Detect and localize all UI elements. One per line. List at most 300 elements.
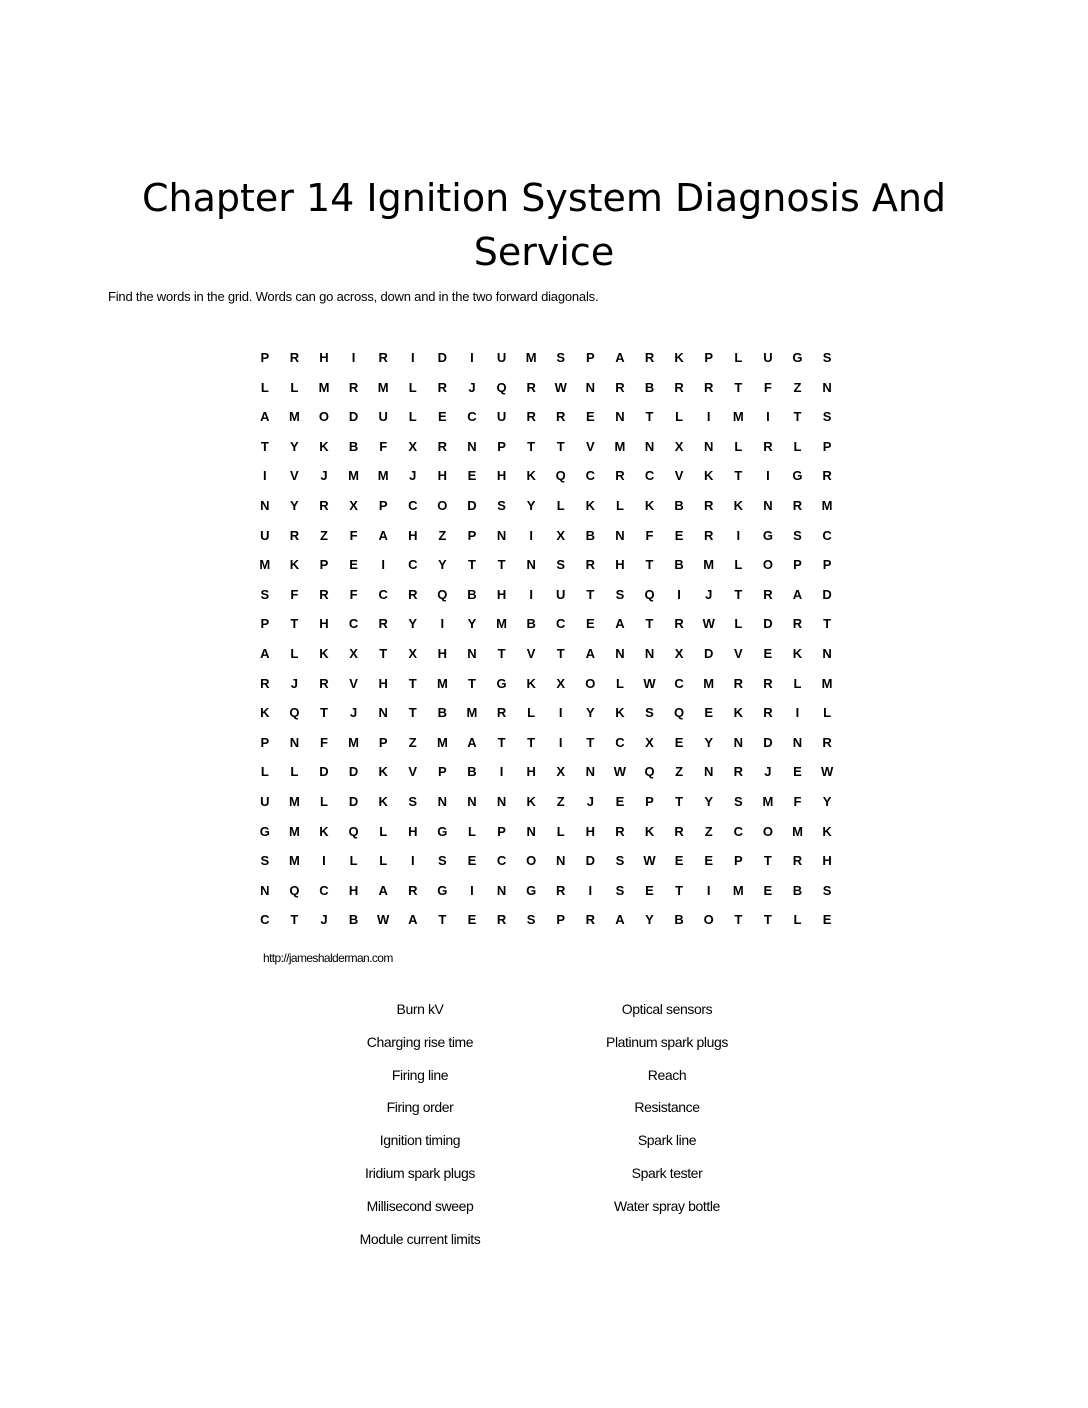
grid-letter: M	[732, 882, 744, 898]
grid-letter: S	[556, 350, 566, 365]
grid-letter: T	[586, 586, 595, 602]
grid-letter: I	[677, 586, 681, 602]
grid-letter: T	[438, 912, 447, 928]
grid-letter: M	[288, 853, 300, 869]
grid-letter: E	[763, 882, 773, 898]
grid-letter: I	[766, 409, 770, 425]
grid-letter: L	[556, 823, 565, 839]
grid-letter: K	[615, 705, 625, 721]
grid-letter: R	[260, 675, 270, 691]
grid-letter: L	[260, 764, 269, 780]
grid-letter: T	[734, 379, 743, 395]
grid-letter: T	[793, 409, 802, 425]
grid-letter: L	[290, 645, 299, 661]
grid-letter: N	[822, 645, 832, 661]
grid-letter: S	[260, 586, 270, 602]
grid-letter: H	[822, 853, 832, 869]
grid-letter: Z	[675, 764, 684, 780]
grid-letter: D	[348, 764, 359, 780]
grid-letter: Y	[704, 793, 714, 809]
grid-letter: B	[467, 764, 477, 780]
grid-letter: D	[704, 645, 714, 661]
grid-letter: F	[349, 586, 358, 602]
grid-letter: L	[290, 379, 299, 395]
grid-letter: K	[822, 823, 832, 839]
grid-letter: R	[674, 379, 684, 395]
grid-letter: R	[496, 912, 507, 928]
word-list-item: Platinum spark plugs	[606, 1033, 728, 1050]
grid-letter: A	[792, 586, 803, 602]
grid-letter: M	[703, 557, 715, 573]
grid-letter: B	[792, 882, 803, 898]
grid-letter: G	[259, 823, 270, 839]
grid-letter: Q	[644, 586, 655, 602]
grid-row	[250, 787, 842, 817]
grid-letter: D	[348, 793, 359, 809]
grid-letter: R	[496, 705, 507, 721]
grid-letter: P	[793, 557, 802, 573]
word-list-item: Iridium spark plugs	[365, 1164, 475, 1181]
grid-letter: T	[556, 645, 565, 661]
grid-letter: E	[585, 616, 595, 632]
grid-letter: R	[674, 823, 684, 839]
grid-letter: F	[349, 527, 358, 543]
grid-letter: B	[644, 379, 655, 395]
grid-letter: L	[379, 853, 388, 869]
grid-letter: L	[675, 409, 684, 425]
grid-letter: W	[613, 764, 627, 780]
grid-letter: R	[319, 497, 329, 513]
grid-letter: V	[674, 468, 684, 484]
grid-letter: S	[438, 853, 447, 869]
grid-row	[250, 846, 842, 876]
grid-letter: F	[379, 438, 388, 454]
grid-letter: R	[526, 379, 536, 395]
grid-letter: P	[260, 350, 270, 365]
grid-letter: Q	[555, 468, 566, 484]
grid-letter: U	[378, 409, 388, 425]
grid-letter: P	[378, 734, 388, 750]
grid-row	[250, 728, 842, 758]
grid-letter: I	[795, 705, 800, 721]
grid-letter: D	[763, 616, 773, 632]
grid-letter: Z	[320, 527, 328, 543]
grid-letter: R	[733, 764, 743, 780]
grid-letter: N	[704, 764, 714, 780]
grid-row	[250, 698, 842, 728]
grid-letter: O	[762, 557, 773, 573]
grid-letter: I	[410, 853, 415, 869]
grid-letter: N	[615, 409, 625, 425]
grid-letter: P	[556, 912, 566, 928]
word-list-item: Ignition timing	[379, 1132, 461, 1149]
grid-letter: T	[556, 438, 565, 454]
grid-letter: S	[615, 882, 625, 898]
grid-letter: E	[704, 705, 714, 721]
grid-letter: P	[704, 350, 714, 365]
grid-letter: V	[585, 438, 595, 454]
grid-letter: R	[408, 586, 418, 602]
grid-letter: L	[793, 912, 802, 928]
grid-letter: R	[792, 497, 803, 513]
grid-letter: X	[408, 645, 418, 661]
grid-letter: N	[467, 645, 477, 661]
grid-letter: H	[615, 557, 625, 573]
grid-letter: P	[822, 557, 832, 573]
grid-letter: S	[615, 586, 625, 602]
grid-letter: X	[408, 438, 418, 454]
grid-letter: B	[674, 557, 684, 573]
grid-letter: N	[556, 853, 566, 869]
grid-letter: Q	[289, 705, 300, 721]
grid-letter: N	[644, 438, 655, 454]
grid-letter: B	[526, 616, 536, 632]
grid-letter: A	[408, 912, 418, 928]
grid-letter: T	[763, 912, 772, 928]
grid-letter: S	[733, 793, 743, 809]
word-list-item: Firing line	[391, 1066, 449, 1083]
grid-letter: E	[674, 527, 684, 543]
grid-letter: J	[290, 675, 298, 691]
grid-letter: O	[318, 409, 330, 425]
grid-letter: B	[674, 497, 684, 513]
grid-letter: T	[379, 645, 388, 661]
grid-letter: P	[260, 734, 270, 750]
grid-letter: R	[792, 853, 803, 869]
grid-letter: A	[615, 912, 625, 928]
grid-letter: O	[762, 823, 773, 839]
grid-letter: Y	[585, 705, 595, 721]
grid-letter: Q	[644, 764, 655, 780]
grid-letter: M	[436, 734, 448, 750]
grid-letter: M	[732, 409, 744, 425]
grid-letter: A	[260, 409, 270, 425]
grid-letter: G	[526, 882, 537, 898]
grid-letter: K	[378, 793, 388, 809]
grid-letter: I	[470, 350, 474, 365]
grid-letter: R	[644, 350, 655, 365]
grid-letter: U	[260, 527, 270, 543]
word-list-item: Spark tester	[631, 1164, 703, 1181]
grid-letter: J	[349, 705, 358, 721]
grid-letter: L	[467, 823, 476, 839]
grid-letter: S	[260, 853, 270, 869]
grid-letter: K	[526, 675, 536, 691]
grid-letter: U	[496, 350, 507, 365]
grid-letter: C	[348, 616, 359, 632]
grid-letter: L	[260, 379, 269, 395]
grid-letter: S	[497, 497, 506, 513]
grid-letter: D	[585, 853, 596, 869]
grid-letter: I	[529, 527, 533, 543]
grid-letter: K	[319, 645, 329, 661]
grid-letter: L	[320, 793, 328, 809]
grid-letter: N	[585, 379, 596, 395]
grid-letter: M	[259, 557, 271, 573]
grid-letter: G	[496, 675, 507, 691]
grid-letter: R	[437, 379, 448, 395]
grid-letter: W	[643, 853, 656, 869]
grid-letter: K	[319, 438, 329, 454]
grid-letter: T	[408, 705, 417, 721]
grid-letter: Q	[496, 379, 507, 395]
grid-letter: Q	[674, 705, 685, 721]
grid-letter: A	[615, 350, 625, 365]
grid-letter: C	[556, 616, 566, 632]
word-list-item: Optical sensors	[621, 1001, 713, 1017]
grid-letter: B	[437, 705, 448, 721]
grid-letter: Q	[348, 823, 359, 839]
grid-letter: M	[792, 823, 803, 839]
grid-letter: C	[467, 409, 477, 425]
grid-letter: A	[585, 645, 596, 661]
grid-letter: V	[349, 675, 358, 691]
grid-letter: Q	[289, 882, 300, 898]
grid-letter: T	[527, 438, 536, 454]
grid-letter: C	[408, 557, 418, 573]
grid-letter: M	[821, 675, 833, 691]
grid-letter: G	[437, 882, 448, 898]
grid-letter: M	[348, 734, 359, 750]
grid-letter: J	[705, 586, 713, 602]
grid-letter: N	[289, 734, 300, 750]
grid-letter: T	[734, 586, 743, 602]
grid-letter: M	[466, 705, 478, 721]
grid-letter: H	[437, 645, 448, 661]
grid-letter: T	[675, 882, 684, 898]
grid-letter: R	[556, 409, 566, 425]
word-list-left	[290, 997, 550, 1259]
grid-letter: E	[793, 764, 802, 780]
grid-letter: A	[467, 734, 477, 750]
grid-letter: I	[706, 409, 711, 425]
grid-letter: S	[822, 409, 832, 425]
grid-letter: R	[585, 912, 596, 928]
grid-letter: N	[644, 645, 655, 661]
grid-letter: U	[556, 586, 566, 602]
grid-letter: M	[496, 616, 507, 632]
grid-letter: J	[586, 793, 594, 809]
grid-letter: E	[349, 557, 358, 573]
grid-letter: R	[704, 527, 714, 543]
grid-letter: M	[377, 379, 389, 395]
grid-letter: O	[585, 675, 596, 691]
word-list-item: Water spray bottle	[614, 1197, 720, 1214]
grid-letter: E	[615, 793, 625, 809]
grid-letter: N	[526, 557, 536, 573]
grid-letter: E	[704, 853, 714, 869]
grid-letter: I	[470, 882, 474, 898]
grid-letter: R	[378, 350, 388, 365]
grid-letter: G	[437, 823, 448, 839]
grid-letter: T	[645, 409, 654, 425]
grid-row	[250, 639, 842, 669]
grid-letter: T	[467, 675, 476, 691]
grid-letter: L	[734, 350, 743, 365]
grid-row	[250, 521, 842, 551]
grid-letter: E	[674, 734, 684, 750]
grid-letter: L	[527, 705, 536, 721]
grid-letter: N	[467, 438, 477, 454]
grid-letter: R	[526, 409, 536, 425]
grid-letter: D	[763, 734, 773, 750]
grid-letter: Y	[408, 616, 418, 632]
grid-letter: P	[378, 497, 388, 513]
grid-letter: R	[289, 350, 300, 365]
grid-letter: K	[260, 705, 270, 721]
grid-letter: Y	[526, 497, 536, 513]
grid-letter: N	[763, 497, 773, 513]
grid-letter: Y	[822, 793, 832, 809]
grid-letter: N	[792, 734, 803, 750]
grid-letter: E	[674, 853, 684, 869]
grid-letter: Y	[438, 557, 447, 573]
grid-letter: S	[793, 527, 802, 543]
grid-letter: R	[408, 882, 418, 898]
word-search-grid	[250, 343, 842, 935]
grid-letter: J	[764, 764, 772, 780]
grid-row	[250, 461, 842, 491]
grid-letter: C	[585, 468, 596, 484]
grid-letter: S	[408, 793, 418, 809]
grid-letter: S	[615, 853, 625, 869]
grid-row	[250, 491, 842, 521]
grid-letter: L	[290, 764, 299, 780]
grid-row	[250, 402, 842, 432]
grid-letter: Y	[704, 734, 714, 750]
grid-letter: D	[822, 586, 832, 602]
grid-letter: X	[349, 497, 358, 513]
grid-letter: T	[467, 557, 476, 573]
grid-letter: T	[290, 912, 299, 928]
grid-letter: M	[614, 438, 626, 454]
grid-letter: R	[615, 823, 625, 839]
grid-letter: D	[348, 409, 359, 425]
grid-letter: R	[763, 675, 773, 691]
grid-letter: I	[736, 527, 741, 543]
grid-letter: R	[437, 438, 448, 454]
grid-letter: N	[437, 793, 448, 809]
grid-letter: M	[377, 468, 389, 484]
grid-letter: R	[289, 527, 300, 543]
grid-letter: L	[615, 497, 624, 513]
grid-letter: B	[674, 912, 684, 928]
word-list-item: Module current limits	[359, 1230, 481, 1247]
grid-letter: C	[733, 823, 743, 839]
grid-letter: T	[675, 793, 684, 809]
grid-row	[250, 905, 842, 935]
grid-letter: W	[820, 764, 834, 780]
grid-letter: I	[588, 882, 593, 898]
grid-row	[250, 609, 842, 639]
grid-letter: H	[348, 882, 359, 898]
grid-letter: L	[793, 675, 802, 691]
grid-letter: M	[703, 675, 715, 691]
grid-letter: N	[260, 497, 270, 513]
grid-letter: T	[527, 734, 536, 750]
grid-letter: L	[349, 853, 358, 869]
grid-letter: P	[645, 793, 654, 809]
grid-letter: L	[408, 379, 417, 395]
grid-letter: E	[763, 645, 773, 661]
grid-row	[250, 550, 842, 580]
grid-letter: P	[585, 350, 595, 365]
grid-letter: D	[437, 350, 448, 365]
grid-letter: R	[615, 468, 625, 484]
grid-letter: S	[556, 557, 566, 573]
grid-letter: F	[645, 527, 654, 543]
grid-letter: M	[821, 497, 833, 513]
grid-letter: K	[526, 793, 536, 809]
grid-letter: I	[410, 350, 415, 365]
grid-letter: E	[585, 409, 595, 425]
grid-letter: I	[529, 586, 533, 602]
grid-letter: H	[408, 527, 418, 543]
grid-letter: W	[377, 912, 390, 928]
grid-letter: I	[766, 468, 770, 484]
grid-letter: X	[645, 734, 654, 750]
grid-letter: E	[467, 912, 477, 928]
grid-letter: K	[644, 823, 655, 839]
grid-letter: H	[496, 468, 507, 484]
grid-letter: A	[260, 645, 270, 661]
grid-letter: T	[497, 645, 506, 661]
grid-letter: N	[585, 764, 596, 780]
grid-letter: T	[260, 438, 269, 454]
grid-letter: L	[556, 497, 565, 513]
grid-letter: K	[733, 497, 743, 513]
source-url: http://jameshalderman.com	[263, 951, 393, 965]
grid-letter: C	[408, 497, 418, 513]
grid-letter: R	[348, 379, 359, 395]
grid-letter: A	[378, 527, 388, 543]
grid-letter: J	[468, 379, 476, 395]
grid-letter: T	[497, 734, 506, 750]
page-title: Chapter 14 Ignition System Diagnosis And Service	[141, 176, 947, 275]
grid-letter: U	[496, 409, 507, 425]
grid-letter: Y	[467, 616, 477, 632]
grid-letter: P	[467, 527, 477, 543]
grid-letter: S	[526, 912, 536, 928]
grid-letter: K	[704, 468, 714, 484]
grid-letter: M	[288, 823, 300, 839]
grid-letter: M	[348, 468, 359, 484]
grid-letter: P	[497, 823, 506, 839]
grid-letter: N	[260, 882, 270, 898]
grid-letter: C	[378, 586, 388, 602]
grid-letter: E	[822, 912, 832, 928]
grid-letter: N	[467, 793, 477, 809]
grid-letter: K	[378, 764, 388, 780]
grid-letter: A	[378, 882, 388, 898]
grid-letter: T	[497, 557, 506, 573]
word-list-item: Millisecond sweep	[366, 1197, 474, 1214]
grid-letter: C	[674, 675, 684, 691]
grid-letter: K	[319, 823, 329, 839]
grid-letter: H	[585, 823, 596, 839]
grid-letter: X	[556, 675, 566, 691]
grid-letter: I	[558, 734, 563, 750]
grid-letter: N	[615, 645, 625, 661]
grid-letter: P	[733, 853, 743, 869]
grid-letter: R	[733, 675, 743, 691]
grid-letter: M	[288, 793, 300, 809]
grid-letter: F	[290, 586, 299, 602]
grid-letter: H	[319, 616, 329, 632]
grid-letter: X	[556, 527, 566, 543]
grid-letter: R	[822, 734, 832, 750]
grid-letter: I	[706, 882, 711, 898]
